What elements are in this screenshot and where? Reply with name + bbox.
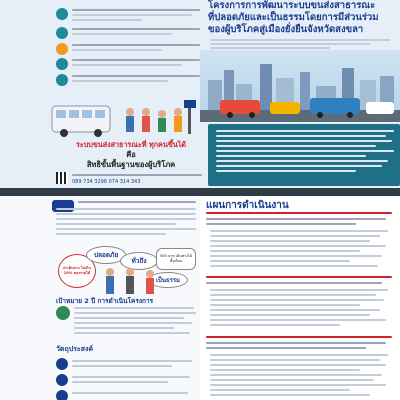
contact-phone: 089 734 3298 074 314 343 xyxy=(72,179,141,185)
feature-icon-1 xyxy=(56,8,68,20)
objective-icon-3 xyxy=(56,390,68,400)
title-line-2: ที่ปลอดภัยและเป็นธรรมโดยการมีส่วนร่วม xyxy=(208,12,379,23)
goal-heading: เป้าหมาย 2 ปี การดำเนินโครงการ xyxy=(56,297,154,305)
divider-band xyxy=(0,188,400,196)
feature-icon-3 xyxy=(56,43,68,55)
slogan-line-1: ระบบขนส่งสาธารณะที่ ทุกคนขึ้นได้ xyxy=(76,140,186,149)
objective-icon-2 xyxy=(56,374,68,386)
feature-icon-5 xyxy=(56,74,68,86)
feature-list xyxy=(0,0,205,100)
contact-block xyxy=(56,172,206,188)
bubble-safe: ปลอดภัย xyxy=(86,246,126,264)
title-line-3: ของผู้บริโภคสู่เมืองยั่งยืนจังหวัดสงขลา xyxy=(208,24,364,35)
city-skyline-icon xyxy=(200,50,400,122)
bubble-fair: เป็นธรรม xyxy=(148,272,188,288)
objective-icon-1 xyxy=(56,358,68,370)
slogan xyxy=(56,140,206,170)
bubble-fare-cap: ค่าเดินทาง ไม่เกิน 10% ของรายได้ xyxy=(58,254,96,288)
slogan-line-3: สิทธิขั้นพื้นฐานของผู้บริโภค xyxy=(86,160,176,169)
project-title xyxy=(208,0,400,36)
plan-title: แผนการดำเนินงาน xyxy=(206,200,289,211)
feature-icon-2 xyxy=(56,27,68,39)
description-panel xyxy=(208,124,400,186)
qr-code-icon xyxy=(56,172,68,184)
bus-icon xyxy=(52,200,74,212)
bubble-coverage: ทั่วถึง xyxy=(120,252,158,270)
people-icon xyxy=(96,266,176,296)
goal-icon xyxy=(56,306,70,320)
objective-heading: วัตถุประสงค์ xyxy=(56,345,94,353)
slogan-line-2: คือ xyxy=(126,150,136,159)
city-illustration xyxy=(200,50,400,122)
feature-icon-4 xyxy=(56,58,68,70)
bus-stop-illustration xyxy=(50,96,200,140)
bubble-monthly-fare: 500 บาท เดินทางได้ ทั้งเดือน xyxy=(156,248,196,270)
bus-passengers-icon xyxy=(50,96,200,140)
title-line-1: โครงการการพัฒนาระบบขนส่งสาธารณะ xyxy=(208,0,376,11)
